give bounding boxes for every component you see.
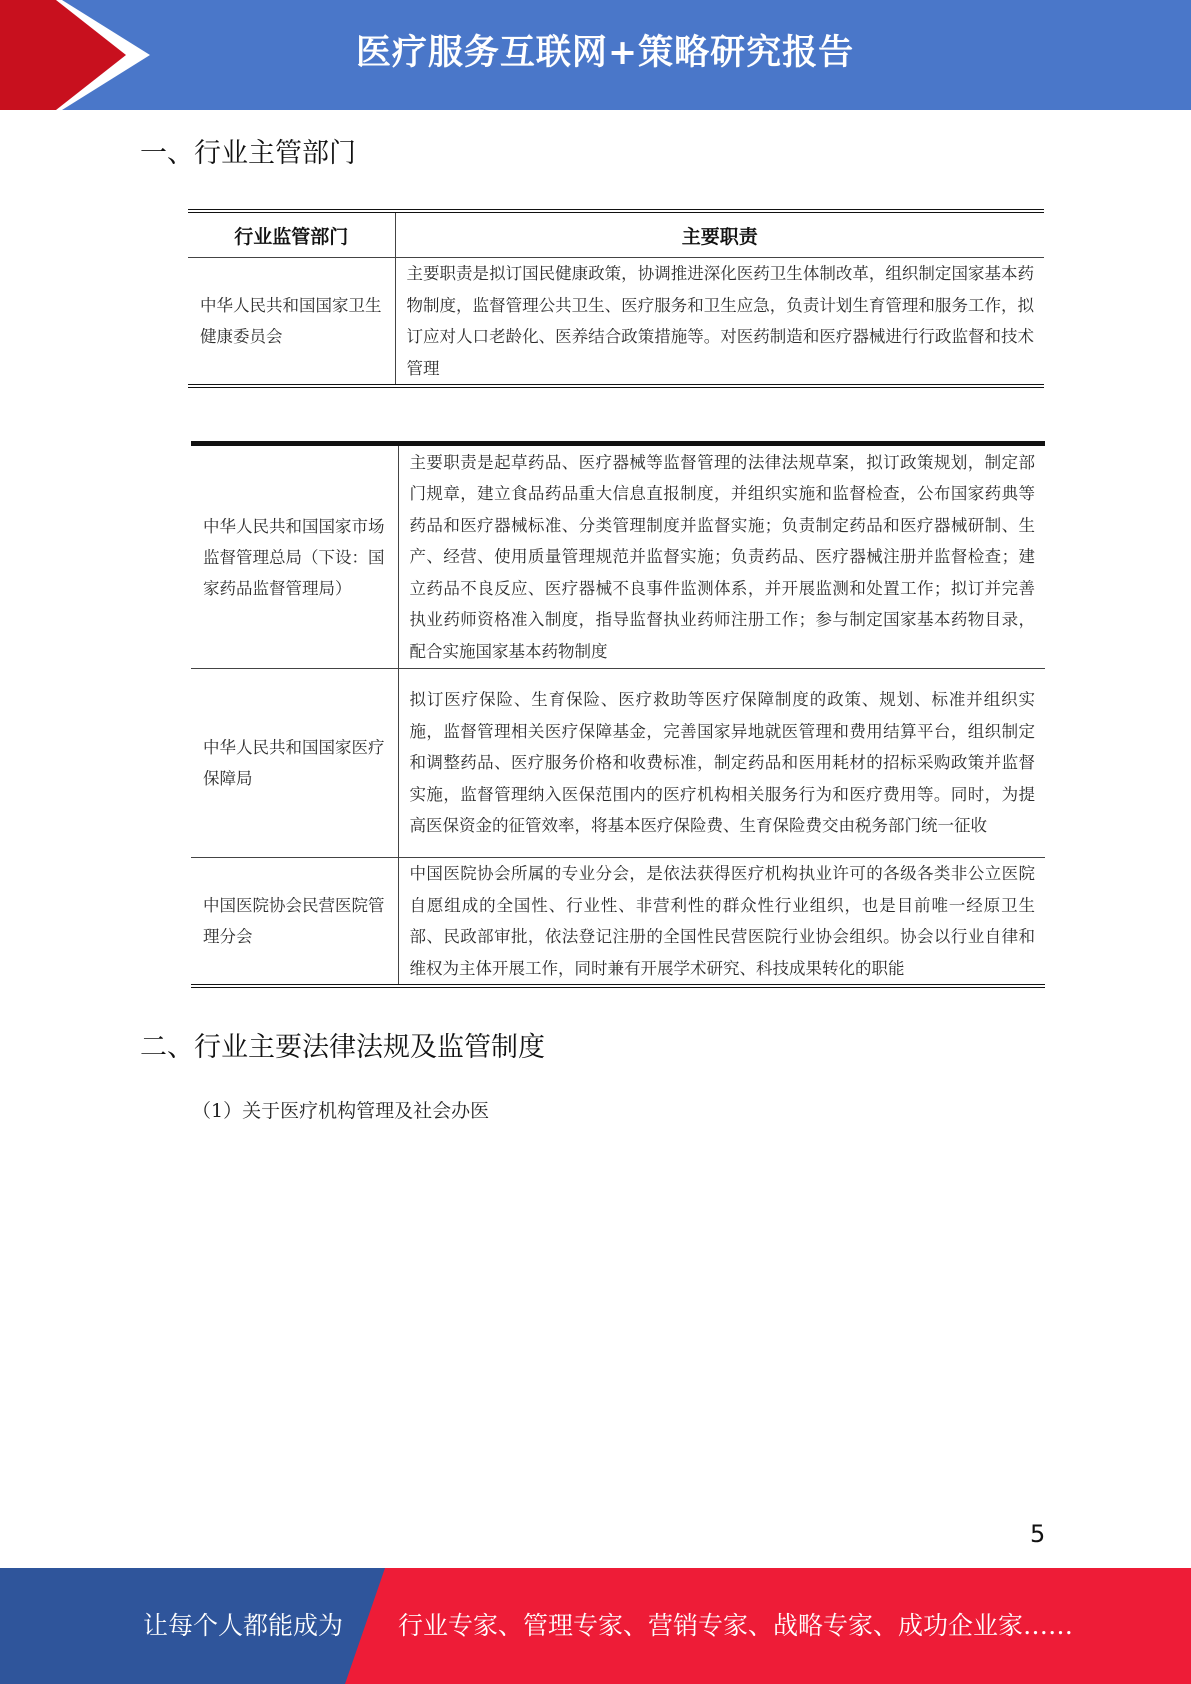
department-duties: 中国医院协会所属的专业分会，是依法获得医疗机构执业许可的各级各类非公立医院自愿组成的全国性、行业性、非营利性的群众性行业组织，也是目前唯一经原卫生部、民政部审批，依法登记注册的全国性民营医院行业协会组织。协会以行业自律和维权为主体开展工作，同时兼有开展学术研究、科技成果转化的职能 [398, 858, 1045, 987]
list-item: （1）关于医疗机构管理及社会办医 [192, 1100, 490, 1122]
department-table-1 [188, 209, 1044, 388]
department-name: 中华人民共和国国家卫生健康委员会 [188, 258, 395, 387]
column-header-duties: 主要职责 [395, 211, 1044, 258]
table-row [188, 258, 1044, 387]
department-table-2 [191, 441, 1045, 988]
table-header-row [188, 211, 1044, 258]
page-number: 5 [1030, 1520, 1046, 1548]
department-duties: 拟订医疗保险、生育保险、医疗救助等医疗保障制度的政策、规划、标准并组织实施，监督管理相关医疗保障基金，完善国家异地就医管理和费用结算平台，组织制定和调整药品、医疗服务价格和收费标准，制定药品和医用耗材的招标采购政策并监督实施，监督管理纳入医保范围内的医疗机构相关服务行为和医疗费用等。同时，为提高医保资金的征管效率，将基本医疗保险费、生育保险费交由税务部门统一征收 [398, 669, 1045, 858]
table-row [191, 858, 1045, 987]
department-name: 中国医院协会民营医院管理分会 [191, 858, 398, 987]
report-title: 医疗服务互联网+策略研究报告 [355, 33, 855, 73]
table-row [191, 444, 1045, 669]
department-name: 中华人民共和国国家医疗保障局 [191, 669, 398, 858]
header-chevron-icon [0, 0, 150, 110]
footer-slogan-left: 让每个人都能成为 [143, 1611, 344, 1640]
table-row [191, 669, 1045, 858]
section-title-1: 一、行业主管部门 [140, 138, 356, 169]
footer-slogan-right: 行业专家、管理专家、营销专家、战略专家、成功企业家…… [398, 1611, 1074, 1640]
column-header-department: 行业监管部门 [188, 211, 395, 258]
header-band [0, 0, 1191, 110]
department-duties: 主要职责是起草药品、医疗器械等监督管理的法律法规草案，拟订政策规划，制定部门规章，建立食品药品重大信息直报制度，并组织实施和监督检查，公布国家药典等药品和医疗器械标准、分类管理制度并监督实施；负责制定药品和医疗器械研制、生产、经营、使用质量管理规范并监督实施；负责药品、医疗器械注册并监督检查；建立药品不良反应、医疗器械不良事件监测体系，并开展监测和处置工作；拟订并完善执业药师资格准入制度，指导监督执业药师注册工作；参与制定国家基本药物目录，配合实施国家基本药物制度 [398, 444, 1045, 669]
department-name: 中华人民共和国国家市场监督管理总局（下设：国家药品监督管理局） [191, 444, 398, 669]
section-title-2: 二、行业主要法律法规及监管制度 [140, 1032, 545, 1063]
department-duties: 主要职责是拟订国民健康政策，协调推进深化医药卫生体制改革，组织制定国家基本药物制度，监督管理公共卫生、医疗服务和卫生应急，负责计划生育管理和服务工作，拟订应对人口老龄化、医养结合政策措施等。对医药制造和医疗器械进行行政监督和技术管理 [395, 258, 1044, 387]
footer-band [0, 1568, 1191, 1684]
